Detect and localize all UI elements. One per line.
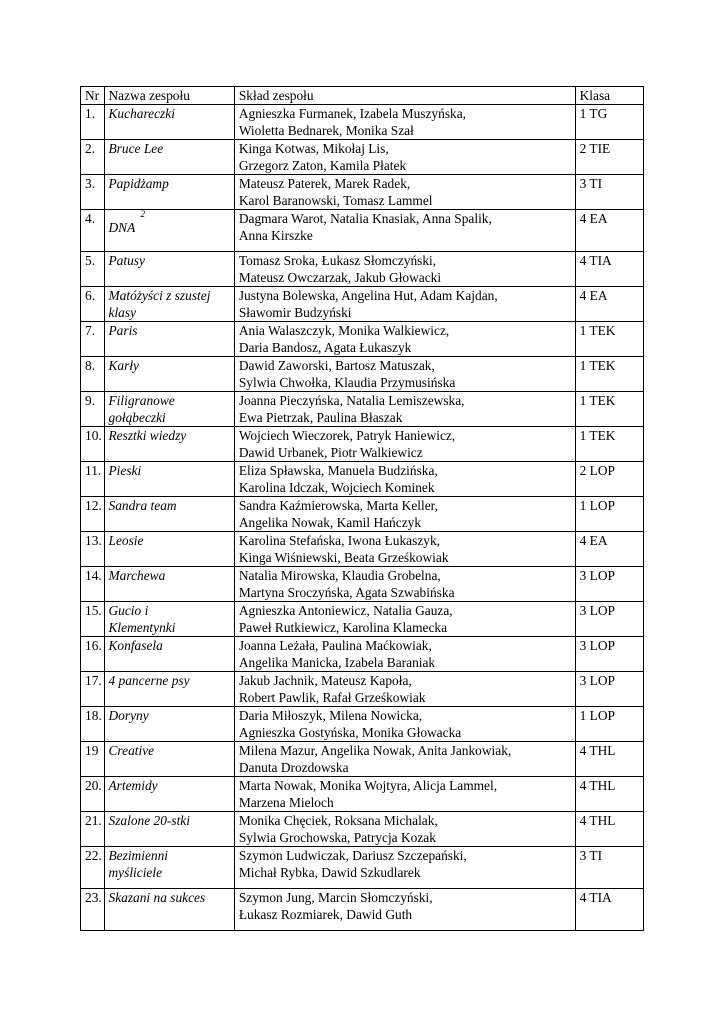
- team-name-line: Doryny: [108, 708, 149, 723]
- team-class: 1 TEK: [575, 392, 643, 427]
- table-row: [81, 532, 644, 567]
- team-name-line: myśliciele: [108, 865, 163, 880]
- team-class: 3 LOP: [575, 602, 643, 637]
- team-name-line: Klementynki: [108, 620, 176, 635]
- team-name: [104, 462, 234, 497]
- teams-table: [80, 86, 644, 931]
- team-class: 4 TIA: [575, 252, 643, 287]
- team-name: [104, 357, 234, 392]
- team-class: 1 LOP: [575, 707, 643, 742]
- team-members: [234, 812, 575, 847]
- team-class: 4 THL: [575, 777, 643, 812]
- team-members-line: Justyna Bolewska, Angelina Hut, Adam Kajdan,: [238, 288, 498, 303]
- row-number: 19: [81, 742, 105, 777]
- row-number: 11.: [81, 462, 105, 497]
- team-class: 2 TIE: [575, 140, 643, 175]
- team-members-line: Kinga Kotwas, Mikołaj Lis,: [238, 141, 389, 156]
- team-class: 4 EA: [575, 287, 643, 322]
- row-number: 18.: [81, 707, 105, 742]
- team-name: [104, 742, 234, 777]
- team-class: 3 LOP: [575, 672, 643, 707]
- team-members-line: Sylwia Chwołka, Klaudia Przymusińska: [238, 375, 456, 390]
- team-name-line: Konfasela: [108, 638, 163, 653]
- team-members: [234, 210, 575, 252]
- team-name-line: Paris: [108, 323, 138, 338]
- team-members-line: Karol Baranowski, Tomasz Lammel: [238, 193, 433, 208]
- team-members-line: Sławomir Budzyński: [238, 305, 352, 320]
- team-name: [104, 105, 234, 140]
- team-name-line: Bruce Lee: [108, 141, 164, 156]
- row-number: 5.: [81, 252, 105, 287]
- team-name: [104, 847, 234, 889]
- row-number: 10.: [81, 427, 105, 462]
- team-members-line: Karolina Stefańska, Iwona Łukaszyk,: [238, 533, 440, 548]
- table-row: [81, 742, 644, 777]
- team-members: [234, 847, 575, 889]
- team-members-line: Szymon Ludwiczak, Dariusz Szczepański,: [238, 848, 467, 863]
- header-team-name: Nazwa zespołu: [104, 87, 234, 105]
- team-name: [104, 252, 234, 287]
- team-members: [234, 567, 575, 602]
- team-class: 4 THL: [575, 812, 643, 847]
- team-members-line: Grzegorz Zaton, Kamila Płatek: [238, 158, 407, 173]
- team-members-line: Monika Chęciek, Roksana Michalak,: [238, 813, 438, 828]
- table-row: [81, 672, 644, 707]
- team-members: [234, 322, 575, 357]
- team-members-line: Agnieszka Antoniewicz, Natalia Gauza,: [238, 603, 453, 618]
- team-name-line: Filigranowe: [108, 393, 175, 408]
- team-members-line: Mateusz Owczarzak, Jakub Głowacki: [238, 270, 442, 285]
- team-members: [234, 637, 575, 672]
- team-name: [104, 889, 234, 931]
- team-members-line: Ania Walaszczyk, Monika Walkiewicz,: [238, 323, 450, 338]
- team-name: [104, 637, 234, 672]
- team-name: [104, 140, 234, 175]
- team-class: 1 TG: [575, 105, 643, 140]
- row-number: 16.: [81, 637, 105, 672]
- team-members-line: Angelika Manicka, Izabela Baraniak: [238, 655, 436, 670]
- team-members-line: Dawid Urbanek, Piotr Walkiewicz: [238, 445, 423, 460]
- table-row: [81, 637, 644, 672]
- table-row: [81, 357, 644, 392]
- team-members-line: Tomasz Sroka, Łukasz Słomczyński,: [238, 253, 437, 268]
- team-name-line: klasy: [108, 305, 137, 320]
- team-name: [104, 777, 234, 812]
- team-members-line: Dagmara Warot, Natalia Knasiak, Anna Spalik,: [238, 211, 492, 226]
- table-row: [81, 105, 644, 140]
- team-class: 3 LOP: [575, 567, 643, 602]
- table-row: [81, 497, 644, 532]
- team-name-line: Patusy: [108, 253, 145, 268]
- table-row: [81, 812, 644, 847]
- team-name-line: Sandra team: [108, 498, 177, 513]
- table-row: [81, 427, 644, 462]
- team-members-line: Natalia Mirowska, Klaudia Grobelna,: [238, 568, 441, 583]
- table-row: [81, 602, 644, 637]
- team-name-superscript: 2: [140, 209, 145, 219]
- row-number: 15.: [81, 602, 105, 637]
- team-members-line: Jakub Jachnik, Mateusz Kapoła,: [238, 673, 412, 688]
- team-members-line: Danuta Drozdowska: [238, 760, 349, 775]
- row-number: 12.: [81, 497, 105, 532]
- header-class: Klasa: [575, 87, 643, 105]
- team-members-line: Mateusz Paterek, Marek Radek,: [238, 176, 411, 191]
- team-name-line: Matóżyści z szustej: [108, 288, 211, 303]
- team-members: [234, 497, 575, 532]
- team-members-line: Robert Pawlik, Rafał Grześkowiak: [238, 690, 426, 705]
- team-members: [234, 357, 575, 392]
- header-team-members: Skład zespołu: [234, 87, 575, 105]
- team-name-line: Resztki wiedzy: [108, 428, 187, 443]
- team-members: [234, 672, 575, 707]
- row-number: 14.: [81, 567, 105, 602]
- team-members-line: Ewa Pietrzak, Paulina Błaszak: [238, 410, 403, 425]
- table-row: [81, 567, 644, 602]
- team-members-line: Marta Nowak, Monika Wojtyra, Alicja Lammel,: [238, 778, 498, 793]
- team-members: [234, 707, 575, 742]
- team-class: 4 EA: [575, 210, 643, 252]
- team-members-line: Sylwia Grochowska, Patrycja Kozak: [238, 830, 436, 845]
- team-members-line: Sandra Kaźmierowska, Marta Keller,: [238, 498, 438, 513]
- team-class: 1 TEK: [575, 357, 643, 392]
- team-members: [234, 175, 575, 210]
- team-name-line: Marchewa: [108, 568, 166, 583]
- team-members-line: Agnieszka Gostyńska, Monika Głowacka: [238, 725, 462, 740]
- row-number: 22.: [81, 847, 105, 889]
- team-name-line: Skazani na sukces: [108, 890, 206, 905]
- team-name: [104, 497, 234, 532]
- team-class: 2 LOP: [575, 462, 643, 497]
- team-name-line: Creative: [108, 743, 155, 758]
- table-row: [81, 175, 644, 210]
- team-name-line: Bezimienni: [108, 848, 168, 863]
- team-members: [234, 602, 575, 637]
- team-members-line: Daria Bandosz, Agata Łukaszyk: [238, 340, 412, 355]
- team-members: [234, 889, 575, 931]
- table-row: [81, 462, 644, 497]
- team-name-line: Karły: [108, 358, 140, 373]
- table-body: [81, 105, 644, 931]
- team-name-line: 4 pancerne psy: [108, 673, 190, 688]
- table-row: [81, 322, 644, 357]
- team-name: [104, 287, 234, 322]
- team-name: [104, 602, 234, 637]
- team-class: 1 LOP: [575, 497, 643, 532]
- row-number: 23.: [81, 889, 105, 931]
- team-name-line: gołąbeczki: [108, 410, 166, 425]
- team-name: [104, 707, 234, 742]
- table-row: [81, 210, 644, 252]
- team-name-line: Leosie: [108, 533, 144, 548]
- row-number: 20.: [81, 777, 105, 812]
- team-class: 1 TEK: [575, 427, 643, 462]
- team-members: [234, 462, 575, 497]
- team-members: [234, 532, 575, 567]
- row-number: 3.: [81, 175, 105, 210]
- team-members: [234, 252, 575, 287]
- team-members-line: Agnieszka Furmanek, Izabela Muszyńska,: [238, 106, 467, 121]
- team-members-line: Dawid Zaworski, Bartosz Matuszak,: [238, 358, 435, 373]
- row-number: 4.: [81, 210, 105, 252]
- team-name: [104, 322, 234, 357]
- team-members-line: Joanna Pieczyńska, Natalia Lemiszewska,: [238, 393, 465, 408]
- table-row: [81, 847, 644, 889]
- team-name-line: Papidżamp: [108, 176, 169, 191]
- team-class: 1 TEK: [575, 322, 643, 357]
- row-number: 9.: [81, 392, 105, 427]
- row-number: 1.: [81, 105, 105, 140]
- row-number: 13.: [81, 532, 105, 567]
- team-class: 3 LOP: [575, 637, 643, 672]
- team-name-line: Pieski: [108, 463, 142, 478]
- row-number: 7.: [81, 322, 105, 357]
- team-members-line: Martyna Sroczyńska, Agata Szwabińska: [238, 585, 455, 600]
- row-number: 2.: [81, 140, 105, 175]
- team-name: [104, 210, 234, 252]
- row-number: 8.: [81, 357, 105, 392]
- team-members: [234, 742, 575, 777]
- team-members-line: Eliza Spławska, Manuela Budzińska,: [238, 463, 438, 478]
- team-members: [234, 427, 575, 462]
- team-members-line: Kinga Wiśniewski, Beata Grześkowiak: [238, 550, 449, 565]
- row-number: 21.: [81, 812, 105, 847]
- team-class: 4 TIA: [575, 889, 643, 931]
- team-members-line: Daria Miłoszyk, Milena Nowicka,: [238, 708, 423, 723]
- team-name: [104, 567, 234, 602]
- team-members-line: Łukasz Rozmiarek, Dawid Guth: [238, 907, 413, 922]
- table-row: [81, 707, 644, 742]
- team-members: [234, 105, 575, 140]
- team-members-line: Wioletta Bednarek, Monika Szał: [238, 123, 414, 138]
- team-name: [104, 427, 234, 462]
- table-row: [81, 140, 644, 175]
- team-name-line: Artemidy: [108, 778, 158, 793]
- table-row: [81, 287, 644, 322]
- team-name-line: Kuchareczki: [108, 106, 175, 121]
- row-number: 17.: [81, 672, 105, 707]
- team-members-line: Angelika Nowak, Kamil Hańczyk: [238, 515, 422, 530]
- team-members-line: Wojciech Wieczorek, Patryk Haniewicz,: [238, 428, 456, 443]
- header-nr: Nr: [81, 87, 105, 105]
- team-class: 3 TI: [575, 175, 643, 210]
- team-members-line: Joanna Leżała, Paulina Maćkowiak,: [238, 638, 432, 653]
- team-members-line: Paweł Rutkiewicz, Karolina Klamecka: [238, 620, 448, 635]
- team-class: 3 TI: [575, 847, 643, 889]
- team-class: 4 THL: [575, 742, 643, 777]
- team-members: [234, 287, 575, 322]
- team-members-line: Michał Rybka, Dawid Szkudlarek: [238, 865, 421, 880]
- team-name: [104, 175, 234, 210]
- team-members-line: Marzena Mieloch: [238, 795, 334, 810]
- team-name: [104, 532, 234, 567]
- table-row: [81, 252, 644, 287]
- table-row: [81, 777, 644, 812]
- team-members-line: Anna Kirszke: [238, 228, 313, 243]
- table-row: [81, 889, 644, 931]
- team-name-line: Gucio i: [108, 603, 149, 618]
- table-row: [81, 392, 644, 427]
- team-name: [104, 812, 234, 847]
- team-name-line: DNA: [108, 220, 136, 235]
- row-number: 6.: [81, 287, 105, 322]
- team-name-line: Szalone 20-stki: [108, 813, 190, 828]
- team-class: 4 EA: [575, 532, 643, 567]
- team-members: [234, 392, 575, 427]
- team-members: [234, 777, 575, 812]
- team-members-line: Milena Mazur, Angelika Nowak, Anita Jankowiak,: [238, 743, 512, 758]
- header-row: [81, 87, 644, 105]
- team-name: [104, 392, 234, 427]
- team-members: [234, 140, 575, 175]
- team-members-line: Szymon Jung, Marcin Słomczyński,: [238, 890, 433, 905]
- team-name: [104, 672, 234, 707]
- team-members-line: Karolina Idczak, Wojciech Kominek: [238, 480, 435, 495]
